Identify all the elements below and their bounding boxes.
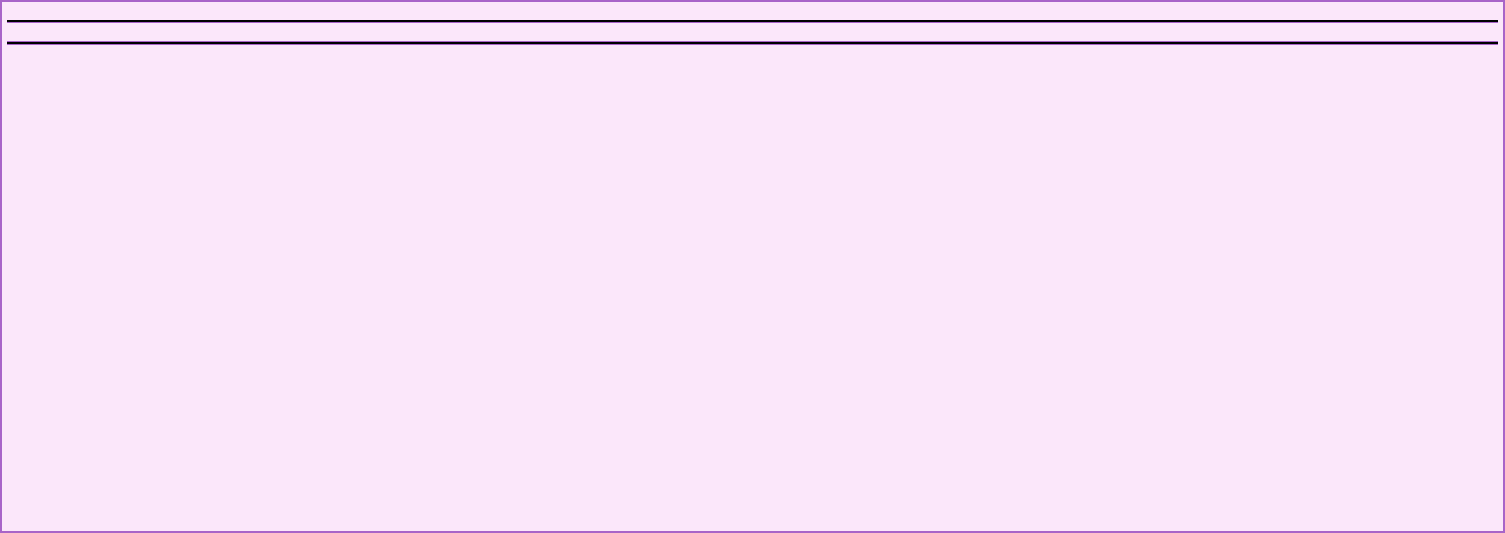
no-bbt-data-banner — [7, 22, 1498, 42]
chart-title — [2, 2, 1503, 20]
footer — [7, 44, 1498, 61]
